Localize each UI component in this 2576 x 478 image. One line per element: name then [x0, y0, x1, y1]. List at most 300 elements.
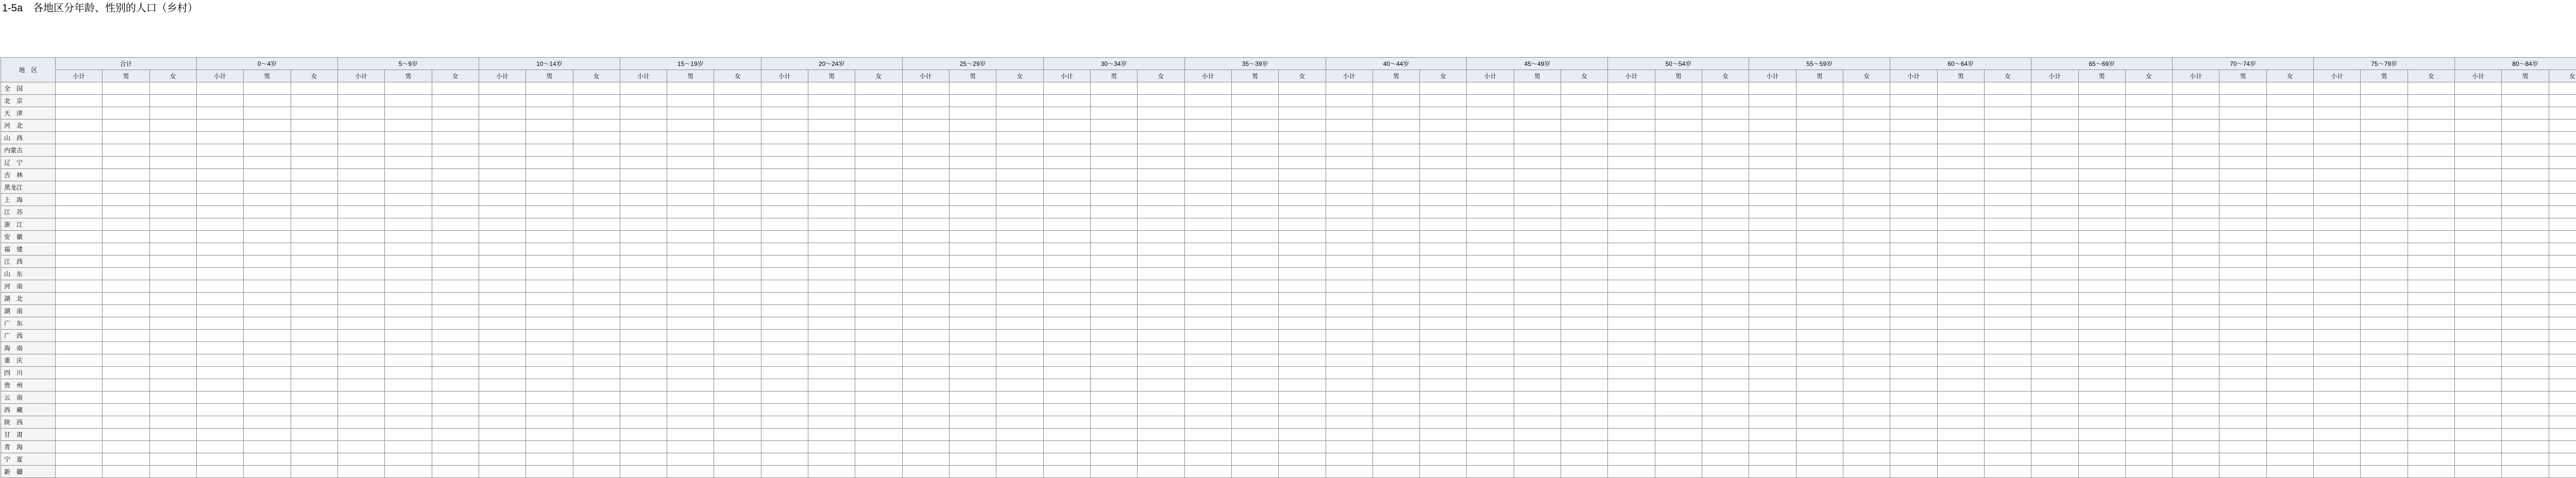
- table-cell: [526, 441, 573, 453]
- table-cell: [244, 416, 291, 429]
- table-cell: [2125, 293, 2172, 305]
- table-cell: [2266, 379, 2313, 391]
- table-cell: [2314, 144, 2361, 157]
- table-cell: [2502, 169, 2549, 181]
- table-cell: [1937, 391, 1984, 404]
- table-cell: [1326, 120, 1372, 132]
- table-cell: [855, 181, 902, 194]
- population-table: [1, 57, 2576, 478]
- table-cell: [1184, 330, 1231, 342]
- table-cell: [667, 404, 714, 416]
- table-cell: [103, 132, 149, 144]
- region-label: 四 川: [1, 367, 56, 379]
- table-cell: [950, 194, 996, 206]
- table-cell: [1279, 181, 1326, 194]
- table-cell: [950, 305, 996, 317]
- table-cell: [103, 255, 149, 268]
- table-cell: [1467, 379, 1514, 391]
- table-cell: [2266, 132, 2313, 144]
- table-cell: [2455, 82, 2502, 95]
- table-cell: [479, 379, 526, 391]
- table-cell: [2549, 206, 2576, 218]
- table-cell: [1420, 317, 1467, 330]
- table-cell: [1796, 243, 1843, 255]
- table-cell: [149, 144, 196, 157]
- table-cell: [2408, 441, 2454, 453]
- table-cell: [902, 157, 949, 169]
- table-cell: [2408, 169, 2454, 181]
- table-cell: [761, 82, 808, 95]
- table-cell: [432, 181, 479, 194]
- table-cell: [1231, 354, 1278, 367]
- table-cell: [1796, 255, 1843, 268]
- table-cell: [2549, 354, 2576, 367]
- table-cell: [1279, 342, 1326, 354]
- table-cell: [2455, 330, 2502, 342]
- table-cell: [1749, 231, 1796, 243]
- table-cell: [103, 82, 149, 95]
- table-cell: [2078, 317, 2125, 330]
- table-cell: [1796, 453, 1843, 466]
- table-cell: [479, 416, 526, 429]
- table-cell: [667, 466, 714, 478]
- table-cell: [2408, 82, 2454, 95]
- table-cell: [1608, 132, 1655, 144]
- table-cell: [1984, 453, 2031, 466]
- table-cell: [291, 169, 337, 181]
- table-cell: [1090, 367, 1137, 379]
- table-cell: [573, 305, 620, 317]
- table-cell: [56, 194, 103, 206]
- table-cell: [385, 120, 432, 132]
- table-cell: [1138, 441, 1184, 453]
- table-cell: [149, 367, 196, 379]
- table-cell: [1090, 453, 1137, 466]
- table-cell: [2031, 95, 2078, 107]
- table-cell: [2408, 268, 2454, 280]
- table-cell: [1090, 441, 1137, 453]
- table-cell: [2266, 305, 2313, 317]
- table-cell: [1561, 107, 1608, 120]
- age-group-header: 80～84岁: [2455, 58, 2576, 70]
- table-cell: [1184, 255, 1231, 268]
- table-cell: [2031, 305, 2078, 317]
- table-cell: [1843, 231, 1890, 243]
- table-cell: [996, 107, 1043, 120]
- table-cell: [432, 280, 479, 293]
- table-cell: [1279, 268, 1326, 280]
- table-cell: [1184, 416, 1231, 429]
- table-cell: [385, 441, 432, 453]
- table-cell: [2314, 441, 2361, 453]
- region-label: 内蒙古: [1, 144, 56, 157]
- table-cell: [1231, 95, 1278, 107]
- table-cell: [2361, 305, 2408, 317]
- table-cell: [1090, 317, 1137, 330]
- table-cell: [2266, 453, 2313, 466]
- table-cell: [2408, 280, 2454, 293]
- table-cell: [149, 206, 196, 218]
- table-cell: [2455, 181, 2502, 194]
- region-label: 青 海: [1, 441, 56, 453]
- table-cell: [2455, 144, 2502, 157]
- table-cell: [2502, 280, 2549, 293]
- table-cell: [479, 367, 526, 379]
- table-cell: [1796, 206, 1843, 218]
- table-cell: [244, 268, 291, 280]
- age-group-header: 70～74岁: [2173, 58, 2314, 70]
- table-cell: [149, 466, 196, 478]
- table-cell: [2314, 354, 2361, 367]
- sex-subheader: 女: [1702, 70, 1749, 82]
- table-cell: [1937, 453, 1984, 466]
- table-cell: [620, 342, 667, 354]
- table-cell: [432, 107, 479, 120]
- table-cell: [808, 379, 855, 391]
- table-cell: [902, 342, 949, 354]
- table-cell: [1326, 107, 1372, 120]
- table-cell: [526, 231, 573, 243]
- table-cell: [1372, 441, 1419, 453]
- table-cell: [56, 255, 103, 268]
- table-cell: [2266, 441, 2313, 453]
- table-cell: [573, 243, 620, 255]
- table-cell: [2314, 429, 2361, 441]
- table-cell: [1655, 218, 1702, 231]
- table-cell: [902, 280, 949, 293]
- table-cell: [1514, 342, 1561, 354]
- table-cell: [2219, 120, 2266, 132]
- table-cell: [1467, 120, 1514, 132]
- table-cell: [573, 194, 620, 206]
- table-cell: [526, 453, 573, 466]
- table-cell: [244, 453, 291, 466]
- table-cell: [244, 169, 291, 181]
- table-cell: [2219, 231, 2266, 243]
- table-cell: [2266, 317, 2313, 330]
- table-cell: [2266, 107, 2313, 120]
- table-cell: [2314, 157, 2361, 169]
- table-cell: [244, 429, 291, 441]
- table-cell: [149, 157, 196, 169]
- table-cell: [149, 268, 196, 280]
- table-cell: [1890, 391, 1937, 404]
- table-cell: [2314, 95, 2361, 107]
- table-cell: [1231, 293, 1278, 305]
- table-cell: [2266, 268, 2313, 280]
- table-cell: [620, 181, 667, 194]
- table-cell: [1702, 330, 1749, 342]
- table-cell: [103, 367, 149, 379]
- table-cell: [196, 157, 243, 169]
- table-cell: [1420, 157, 1467, 169]
- table-cell: [902, 231, 949, 243]
- table-cell: [526, 255, 573, 268]
- table-cell: [1514, 107, 1561, 120]
- table-cell: [385, 317, 432, 330]
- table-cell: [479, 466, 526, 478]
- table-cell: [1326, 218, 1372, 231]
- table-cell: [1326, 144, 1372, 157]
- table-cell: [1937, 157, 1984, 169]
- table-cell: [2219, 416, 2266, 429]
- region-label: 江 苏: [1, 206, 56, 218]
- table-cell: [667, 169, 714, 181]
- table-cell: [2031, 429, 2078, 441]
- table-cell: [2078, 120, 2125, 132]
- table-cell: [103, 218, 149, 231]
- sex-subheader: 小计: [1184, 70, 1231, 82]
- table-cell: [996, 157, 1043, 169]
- table-cell: [667, 330, 714, 342]
- table-cell: [2078, 416, 2125, 429]
- table-cell: [1279, 255, 1326, 268]
- table-cell: [196, 391, 243, 404]
- table-cell: [855, 120, 902, 132]
- table-cell: [2314, 317, 2361, 330]
- table-cell: [149, 194, 196, 206]
- table-cell: [2266, 354, 2313, 367]
- table-cell: [1655, 367, 1702, 379]
- table-cell: [1467, 466, 1514, 478]
- table-cell: [1326, 169, 1372, 181]
- table-cell: [526, 95, 573, 107]
- table-cell: [1749, 169, 1796, 181]
- table-cell: [2314, 379, 2361, 391]
- age-group-header: 30～34岁: [1043, 58, 1184, 70]
- table-cell: [808, 206, 855, 218]
- table-cell: [1702, 305, 1749, 317]
- table-cell: [1655, 268, 1702, 280]
- table-cell: [149, 293, 196, 305]
- table-cell: [1984, 330, 2031, 342]
- table-cell: [620, 379, 667, 391]
- table-cell: [2314, 82, 2361, 95]
- table-cell: [1984, 416, 2031, 429]
- table-cell: [1514, 95, 1561, 107]
- table-cell: [2125, 95, 2172, 107]
- table-cell: [950, 107, 996, 120]
- table-cell: [1796, 218, 1843, 231]
- table-cell: [714, 231, 761, 243]
- table-cell: [244, 404, 291, 416]
- table-cell: [2173, 144, 2219, 157]
- table-cell: [432, 82, 479, 95]
- table-cell: [2031, 317, 2078, 330]
- table-cell: [2455, 280, 2502, 293]
- table-cell: [2266, 194, 2313, 206]
- table-cell: [1184, 243, 1231, 255]
- table-cell: [1608, 255, 1655, 268]
- table-cell: [1138, 206, 1184, 218]
- table-cell: [2408, 330, 2454, 342]
- table-row: [1, 305, 2576, 317]
- table-cell: [714, 354, 761, 367]
- table-cell: [2219, 453, 2266, 466]
- table-cell: [1890, 181, 1937, 194]
- table-cell: [996, 379, 1043, 391]
- table-cell: [1702, 268, 1749, 280]
- table-cell: [902, 181, 949, 194]
- table-cell: [855, 206, 902, 218]
- table-cell: [2549, 367, 2576, 379]
- table-cell: [620, 268, 667, 280]
- table-cell: [1984, 132, 2031, 144]
- table-cell: [1749, 367, 1796, 379]
- table-cell: [855, 218, 902, 231]
- table-cell: [1231, 305, 1278, 317]
- table-row: [1, 379, 2576, 391]
- table-cell: [2125, 144, 2172, 157]
- table-cell: [2031, 342, 2078, 354]
- table-cell: [337, 181, 384, 194]
- table-cell: [714, 342, 761, 354]
- table-cell: [103, 95, 149, 107]
- table-cell: [2455, 206, 2502, 218]
- table-cell: [2031, 120, 2078, 132]
- table-cell: [244, 354, 291, 367]
- table-cell: [2031, 169, 2078, 181]
- table-cell: [432, 255, 479, 268]
- table-cell: [1326, 379, 1372, 391]
- table-cell: [761, 194, 808, 206]
- table-cell: [479, 293, 526, 305]
- table-cell: [2219, 255, 2266, 268]
- table-cell: [337, 206, 384, 218]
- table-cell: [1467, 95, 1514, 107]
- table-cell: [385, 293, 432, 305]
- sex-subheader: 女: [1420, 70, 1467, 82]
- table-cell: [1561, 95, 1608, 107]
- table-cell: [2408, 255, 2454, 268]
- table-cell: [1702, 194, 1749, 206]
- table-cell: [149, 243, 196, 255]
- table-cell: [714, 429, 761, 441]
- table-cell: [808, 218, 855, 231]
- table-cell: [2219, 144, 2266, 157]
- table-cell: [2549, 243, 2576, 255]
- table-cell: [2314, 206, 2361, 218]
- table-cell: [902, 404, 949, 416]
- table-cell: [1561, 466, 1608, 478]
- table-cell: [432, 379, 479, 391]
- table-cell: [1702, 157, 1749, 169]
- table-cell: [385, 181, 432, 194]
- table-cell: [714, 218, 761, 231]
- table-cell: [1090, 181, 1137, 194]
- table-cell: [1514, 82, 1561, 95]
- table-cell: [1796, 317, 1843, 330]
- table-cell: [2455, 342, 2502, 354]
- table-cell: [291, 342, 337, 354]
- table-cell: [479, 157, 526, 169]
- table-cell: [2455, 416, 2502, 429]
- table-cell: [1608, 243, 1655, 255]
- table-cell: [1514, 379, 1561, 391]
- table-cell: [2361, 169, 2408, 181]
- table-cell: [2031, 441, 2078, 453]
- table-cell: [573, 206, 620, 218]
- table-cell: [1514, 453, 1561, 466]
- sex-subheader: 女: [291, 70, 337, 82]
- table-cell: [385, 404, 432, 416]
- table-cell: [291, 293, 337, 305]
- table-cell: [479, 354, 526, 367]
- table-cell: [1796, 95, 1843, 107]
- table-cell: [573, 280, 620, 293]
- table-cell: [1937, 181, 1984, 194]
- table-cell: [573, 354, 620, 367]
- table-cell: [1843, 379, 1890, 391]
- table-cell: [244, 330, 291, 342]
- table-cell: [573, 391, 620, 404]
- table-cell: [1796, 441, 1843, 453]
- table-cell: [385, 144, 432, 157]
- sex-subheader: 男: [1231, 70, 1278, 82]
- table-cell: [808, 441, 855, 453]
- table-cell: [337, 268, 384, 280]
- table-cell: [1138, 317, 1184, 330]
- table-cell: [56, 280, 103, 293]
- table-cell: [56, 379, 103, 391]
- table-cell: [1984, 441, 2031, 453]
- sex-subheader: 女: [432, 70, 479, 82]
- table-cell: [808, 82, 855, 95]
- table-cell: [2502, 231, 2549, 243]
- table-cell: [337, 255, 384, 268]
- table-cell: [855, 255, 902, 268]
- table-cell: [1138, 354, 1184, 367]
- table-cell: [1890, 441, 1937, 453]
- table-cell: [1279, 293, 1326, 305]
- table-cell: [1184, 194, 1231, 206]
- table-cell: [996, 95, 1043, 107]
- table-cell: [1090, 293, 1137, 305]
- table-cell: [56, 243, 103, 255]
- table-cell: [2031, 231, 2078, 243]
- table-cell: [902, 268, 949, 280]
- table-cell: [479, 243, 526, 255]
- table-cell: [2408, 293, 2454, 305]
- table-cell: [2078, 206, 2125, 218]
- table-cell: [1843, 181, 1890, 194]
- table-cell: [2455, 132, 2502, 144]
- table-cell: [2361, 181, 2408, 194]
- table-cell: [2408, 243, 2454, 255]
- table-cell: [1090, 280, 1137, 293]
- table-cell: [950, 404, 996, 416]
- table-cell: [1749, 416, 1796, 429]
- table-cell: [761, 95, 808, 107]
- table-cell: [1749, 453, 1796, 466]
- table-cell: [902, 218, 949, 231]
- table-cell: [1184, 120, 1231, 132]
- region-header: 地 区: [1, 58, 56, 82]
- table-cell: [291, 441, 337, 453]
- table-cell: [1372, 391, 1419, 404]
- table-cell: [2173, 466, 2219, 478]
- table-cell: [1561, 330, 1608, 342]
- table-cell: [855, 404, 902, 416]
- table-cell: [996, 466, 1043, 478]
- table-cell: [2173, 206, 2219, 218]
- table-cell: [1467, 305, 1514, 317]
- table-cell: [1890, 243, 1937, 255]
- table-cell: [808, 293, 855, 305]
- table-cell: [1796, 169, 1843, 181]
- table-cell: [1043, 466, 1090, 478]
- table-cell: [1420, 206, 1467, 218]
